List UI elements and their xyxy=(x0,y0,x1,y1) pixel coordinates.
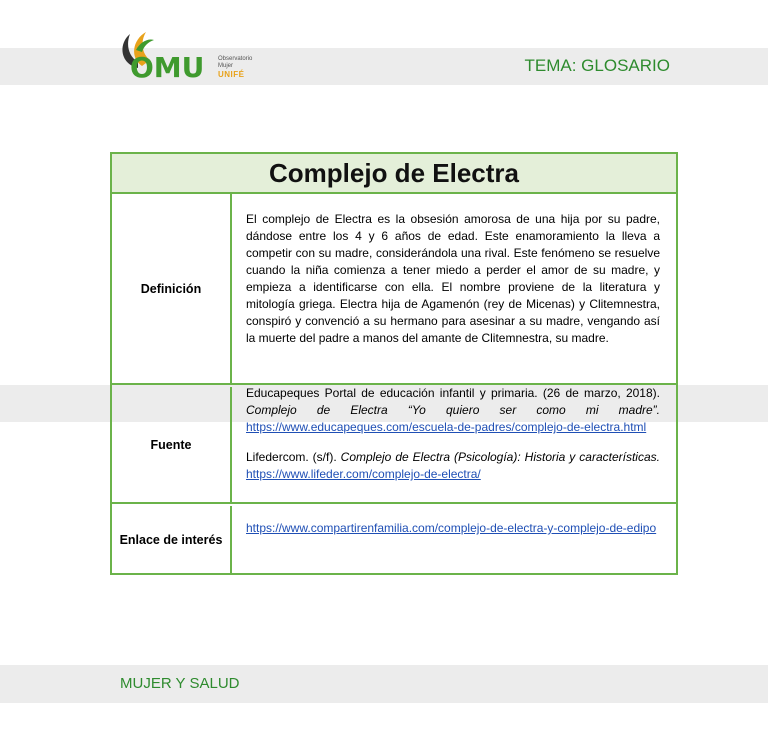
source-content xyxy=(246,385,660,502)
reference-2-title: Complejo de Electra (Psicología): Historia y características. xyxy=(340,450,660,464)
omu-logo xyxy=(116,26,286,86)
logo-subtitle-line: Mujer xyxy=(218,62,234,69)
reference-2 xyxy=(246,449,660,483)
reference-2-link[interactable]: https://www.lifeder.com/complejo-de-electra/ xyxy=(246,467,481,481)
reference-2-author: Lifedercom. (s/f). xyxy=(246,450,337,464)
interest-link-label: Enlace de interés xyxy=(112,506,232,573)
footer-topic: MUJER Y SALUD xyxy=(120,675,240,692)
interest-link-content xyxy=(246,520,660,573)
logo-subtitle xyxy=(218,56,252,69)
reference-1 xyxy=(246,385,660,436)
definition-label: Definición xyxy=(112,194,232,383)
interest-link[interactable]: https://www.compartirenfamilia.com/complejo-de-electra-y-complejo-de-edipo xyxy=(246,521,657,535)
interest-link-row xyxy=(112,506,676,573)
glossary-card xyxy=(110,152,678,575)
reference-1-title: Complejo de Electra “Yo quiero ser como mi madre”. xyxy=(246,403,660,417)
definition-text xyxy=(246,211,660,383)
card-title: Complejo de Electra xyxy=(269,158,519,188)
header-topic: TEMA: GLOSARIO xyxy=(524,56,670,75)
logo-wordmark: OMU xyxy=(130,51,205,84)
source-row xyxy=(112,387,676,504)
logo-subtitle-line: Observatorio xyxy=(218,56,253,62)
reference-1-author: Educapeques Portal de educación infantil y primaria. (26 de marzo, 2018). xyxy=(246,386,660,400)
definition-paragraph: El complejo de Electra es la obsesión amorosa de una hija por su padre, dándose entre los 4 y 6 años de edad. Este enamoramiento la lleva a competir con su madre, considerándola una rival. Este fenómeno se resuelve cuando la niña comienza a tener miedo a perder el amor de su madre, y empieza a identificarse con ella. El nombre proviene de la literatura y mitología griega. Electra hija de Agamenón (rey de Micenas) y Clitemnestra, conspiró y convenció a su hermano para asesinar a su madre, vengando así la muerte del padre a manos del amante de Clitemnestra, su madre. xyxy=(246,212,660,345)
definition-row xyxy=(112,194,676,385)
source-label: Fuente xyxy=(112,387,232,502)
logo-brand: UNIFÉ xyxy=(218,70,245,79)
reference-1-link[interactable]: https://www.educapeques.com/escuela-de-padres/complejo-de-electra.html xyxy=(246,420,647,434)
card-title-row xyxy=(112,154,676,194)
footer-band xyxy=(0,665,768,703)
